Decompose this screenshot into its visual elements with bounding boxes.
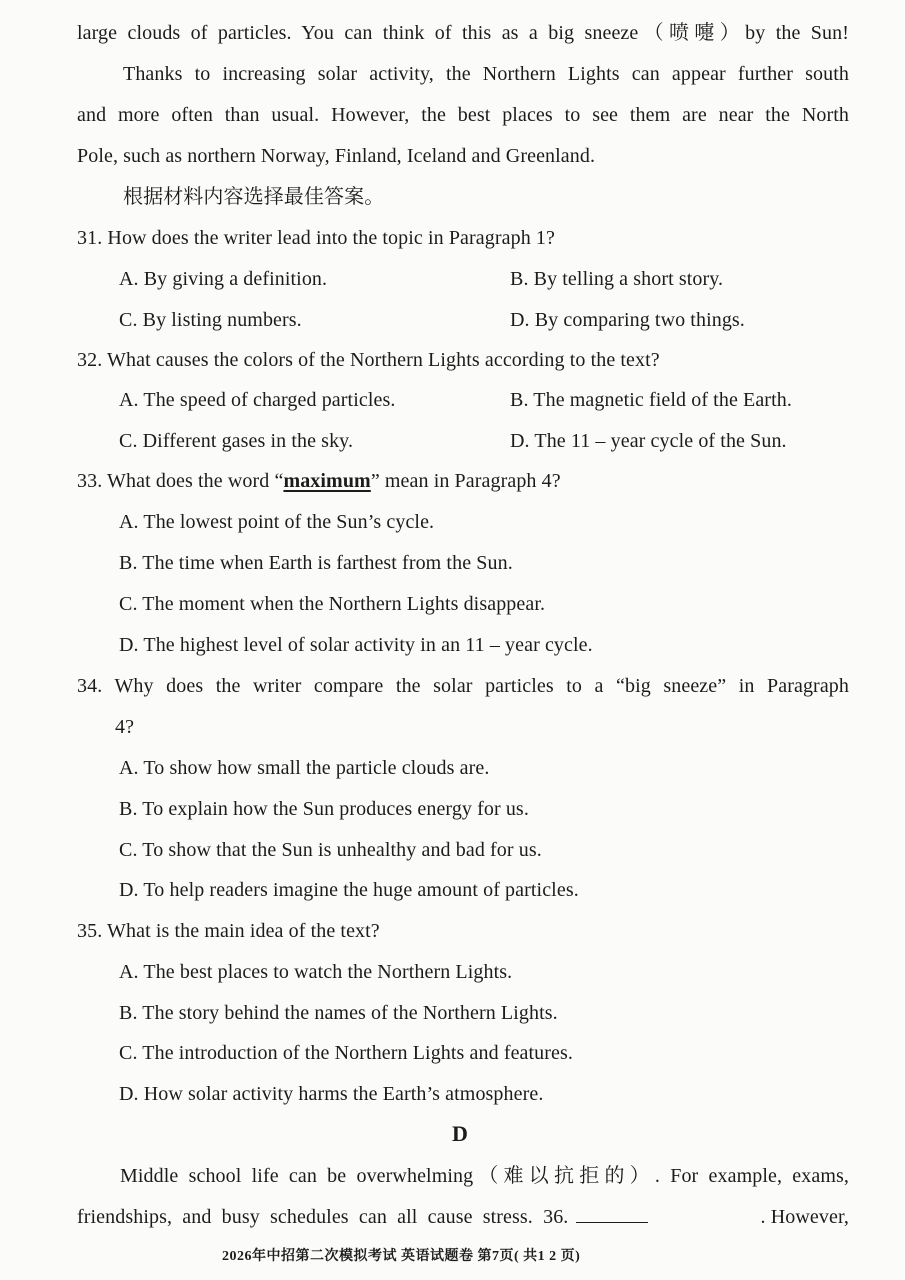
question-stem: [77, 468, 561, 494]
option-c: C. By listing numbers.: [119, 309, 302, 331]
option-a: A. By giving a definition.: [119, 268, 328, 290]
passage-line: Pole, such as northern Norway, Finland, Iceland and Greenland.: [77, 145, 596, 167]
passage-line: [77, 1204, 849, 1230]
option-d: D. How solar activity harms the Earth’s atmosphere.: [119, 1083, 544, 1105]
option-d: D. To help readers imagine the huge amount of particles.: [119, 879, 579, 901]
option-b: B. By telling a short story.: [510, 268, 724, 290]
instruction: 根据材料内容选择最佳答案。: [123, 186, 385, 208]
option-a: A. The speed of charged particles.: [119, 389, 396, 411]
option-c: C. Different gases in the sky.: [119, 430, 354, 452]
option-c: C. The moment when the Northern Lights disappear.: [119, 593, 546, 615]
question-stem: 31. How does the writer lead into the topic in Paragraph 1?: [77, 227, 555, 249]
question-stem: 32. What causes the colors of the Northern Lights according to the text?: [77, 349, 660, 371]
question-stem-cont: 4?: [115, 716, 135, 738]
option-a: A. The lowest point of the Sun’s cycle.: [119, 511, 435, 533]
stem-text: 33. What does the word “: [77, 470, 284, 492]
option-b: B. To explain how the Sun produces energy for us.: [119, 798, 529, 820]
option-a: A. To show how small the particle clouds are.: [119, 757, 490, 779]
option-c: C. The introduction of the Northern Lights and features.: [119, 1042, 574, 1064]
option-a: A. The best places to watch the Northern Lights.: [119, 961, 513, 983]
stem-text: ” mean in Paragraph 4?: [370, 470, 561, 492]
option-b: B. The story behind the names of the Northern Lights.: [119, 1002, 558, 1024]
passage-line: large clouds of particles. You can think of this as a big sneeze（喷嚏）by the Sun!: [77, 22, 849, 44]
option-b: B. The time when Earth is farthest from the Sun.: [119, 552, 513, 574]
option-d: D. The highest level of solar activity in an 11 – year cycle.: [119, 634, 593, 656]
option-d: D. By comparing two things.: [510, 309, 745, 331]
passage-text: friendships, and busy schedules can all cause stress. 36.: [77, 1206, 569, 1228]
page-footer: 2026年中招第二次模拟考试 英语试题卷 第7页( 共1 2 页): [222, 1249, 581, 1264]
underlined-word: maximum: [283, 470, 371, 492]
passage-line: Middle school life can be overwhelming（难以抗拒的）. For example, exams,: [120, 1165, 849, 1187]
passage-text: . However,: [760, 1206, 849, 1228]
passage-line: Thanks to increasing solar activity, the Northern Lights can appear further south: [123, 63, 849, 85]
option-c: C. To show that the Sun is unhealthy and bad for us.: [119, 839, 542, 861]
question-stem: 35. What is the main idea of the text?: [77, 920, 380, 942]
option-b: B. The magnetic field of the Earth.: [510, 389, 792, 411]
option-d: D. The 11 – year cycle of the Sun.: [510, 430, 787, 452]
answer-blank: [576, 1204, 648, 1223]
section-heading: D: [452, 1121, 468, 1146]
question-stem: 34. Why does the writer compare the solar particles to a “big sneeze” in Paragraph: [77, 675, 849, 697]
passage-line: and more often than usual. However, the best places to see them are near the North: [77, 104, 849, 126]
